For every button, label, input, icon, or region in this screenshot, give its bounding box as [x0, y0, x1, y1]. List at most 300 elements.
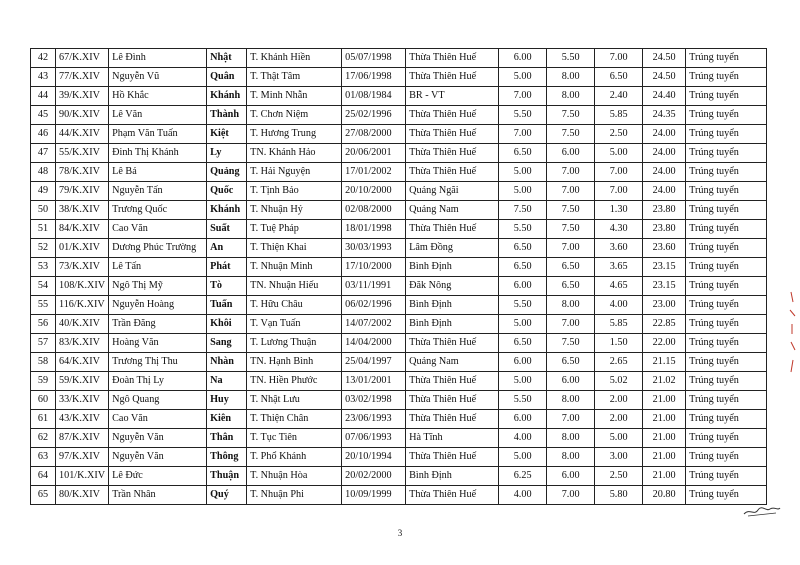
table-row: [31, 410, 767, 429]
total-score-cell: 21.00: [643, 429, 686, 448]
hometown-cell: Bình Định: [406, 296, 499, 315]
total-score-cell: 22.85: [643, 315, 686, 334]
total-score-cell: 24.00: [643, 144, 686, 163]
result-cell: Trúng tuyển: [686, 163, 767, 182]
result-cell: Trúng tuyển: [686, 201, 767, 220]
hometown-cell: Thừa Thiên Huế: [406, 106, 499, 125]
surname-middle-cell: Lê Đức: [109, 467, 207, 486]
row-number-cell: 59: [31, 372, 56, 391]
result-cell: Trúng tuyển: [686, 144, 767, 163]
birth-date-cell: 30/03/1993: [342, 239, 406, 258]
row-number-cell: 42: [31, 49, 56, 68]
dharma-name-cell: T. Hương Trung: [247, 125, 342, 144]
score-2-cell: 7.00: [547, 315, 595, 334]
hometown-cell: Thừa Thiên Huế: [406, 391, 499, 410]
score-2-cell: 7.50: [547, 220, 595, 239]
score-2-cell: 6.00: [547, 372, 595, 391]
table-row: [31, 49, 767, 68]
birth-date-cell: 02/08/2000: [342, 201, 406, 220]
score-3-cell: 5.00: [595, 144, 643, 163]
total-score-cell: 21.00: [643, 410, 686, 429]
dharma-name-cell: TN. Hạnh Bình: [247, 353, 342, 372]
score-1-cell: 5.00: [499, 315, 547, 334]
dharma-name-cell: T. Tịnh Bảo: [247, 182, 342, 201]
row-number-cell: 64: [31, 467, 56, 486]
candidate-code-cell: 73/K.XIV: [56, 258, 109, 277]
row-number-cell: 61: [31, 410, 56, 429]
table-row: [31, 220, 767, 239]
surname-middle-cell: Nguyễn Văn: [109, 429, 207, 448]
score-2-cell: 6.50: [547, 258, 595, 277]
score-1-cell: 6.00: [499, 277, 547, 296]
surname-middle-cell: Ngô Quang: [109, 391, 207, 410]
given-name-cell: Khôi: [207, 315, 247, 334]
results-table-body: [31, 49, 767, 505]
score-2-cell: 7.50: [547, 201, 595, 220]
given-name-cell: Quảng: [207, 163, 247, 182]
score-3-cell: 1.30: [595, 201, 643, 220]
surname-middle-cell: Đoàn Thị Ly: [109, 372, 207, 391]
given-name-cell: Khánh: [207, 87, 247, 106]
dharma-name-cell: TN. Nhuận Hiếu: [247, 277, 342, 296]
row-number-cell: 44: [31, 87, 56, 106]
given-name-cell: An: [207, 239, 247, 258]
surname-middle-cell: Lê Văn: [109, 106, 207, 125]
candidate-code-cell: 38/K.XIV: [56, 201, 109, 220]
birth-date-cell: 14/04/2000: [342, 334, 406, 353]
dharma-name-cell: T. Phổ Khánh: [247, 448, 342, 467]
total-score-cell: 21.15: [643, 353, 686, 372]
given-name-cell: Tuấn: [207, 296, 247, 315]
birth-date-cell: 13/01/2001: [342, 372, 406, 391]
result-cell: Trúng tuyển: [686, 258, 767, 277]
surname-middle-cell: Trần Nhân: [109, 486, 207, 505]
row-number-cell: 47: [31, 144, 56, 163]
hometown-cell: Quảng Nam: [406, 353, 499, 372]
total-score-cell: 23.00: [643, 296, 686, 315]
birth-date-cell: 23/06/1993: [342, 410, 406, 429]
candidate-code-cell: 40/K.XIV: [56, 315, 109, 334]
surname-middle-cell: Nguyễn Vũ: [109, 68, 207, 87]
surname-middle-cell: Trương Thị Thu: [109, 353, 207, 372]
table-row: [31, 182, 767, 201]
candidate-code-cell: 108/K.XIV: [56, 277, 109, 296]
birth-date-cell: 25/04/1997: [342, 353, 406, 372]
birth-date-cell: 07/06/1993: [342, 429, 406, 448]
total-score-cell: 24.00: [643, 125, 686, 144]
table-row: [31, 144, 767, 163]
candidate-code-cell: 39/K.XIV: [56, 87, 109, 106]
candidate-code-cell: 97/K.XIV: [56, 448, 109, 467]
score-1-cell: 5.00: [499, 448, 547, 467]
total-score-cell: 22.00: [643, 334, 686, 353]
given-name-cell: Thân: [207, 429, 247, 448]
surname-middle-cell: Lê Đình: [109, 49, 207, 68]
dharma-name-cell: T. Nhuận Hỷ: [247, 201, 342, 220]
table-row: [31, 467, 767, 486]
result-cell: Trúng tuyển: [686, 372, 767, 391]
score-2-cell: 7.00: [547, 239, 595, 258]
candidate-code-cell: 55/K.XIV: [56, 144, 109, 163]
table-row: [31, 277, 767, 296]
hometown-cell: BR - VT: [406, 87, 499, 106]
birth-date-cell: 01/08/1984: [342, 87, 406, 106]
score-1-cell: 6.50: [499, 144, 547, 163]
dharma-name-cell: T. Thiện Chân: [247, 410, 342, 429]
candidate-code-cell: 77/K.XIV: [56, 68, 109, 87]
row-number-cell: 55: [31, 296, 56, 315]
row-number-cell: 63: [31, 448, 56, 467]
dharma-name-cell: T. Tuệ Pháp: [247, 220, 342, 239]
total-score-cell: 23.15: [643, 258, 686, 277]
score-1-cell: 6.50: [499, 334, 547, 353]
given-name-cell: Phát: [207, 258, 247, 277]
surname-middle-cell: Phạm Văn Tuấn: [109, 125, 207, 144]
hometown-cell: Đăk Nông: [406, 277, 499, 296]
hometown-cell: Thừa Thiên Huế: [406, 144, 499, 163]
table-row: [31, 201, 767, 220]
score-1-cell: 5.00: [499, 372, 547, 391]
given-name-cell: Nhàn: [207, 353, 247, 372]
surname-middle-cell: Trần Đăng: [109, 315, 207, 334]
score-3-cell: 6.50: [595, 68, 643, 87]
birth-date-cell: 27/08/2000: [342, 125, 406, 144]
table-row: [31, 106, 767, 125]
score-1-cell: 6.00: [499, 410, 547, 429]
total-score-cell: 24.50: [643, 68, 686, 87]
candidate-code-cell: 43/K.XIV: [56, 410, 109, 429]
result-cell: Trúng tuyển: [686, 353, 767, 372]
birth-date-cell: 03/11/1991: [342, 277, 406, 296]
hometown-cell: Thừa Thiên Huế: [406, 334, 499, 353]
row-number-cell: 56: [31, 315, 56, 334]
score-3-cell: 2.65: [595, 353, 643, 372]
score-1-cell: 6.25: [499, 467, 547, 486]
given-name-cell: Ly: [207, 144, 247, 163]
birth-date-cell: 20/10/2000: [342, 182, 406, 201]
table-row: [31, 429, 767, 448]
dharma-name-cell: T. Minh Nhẫn: [247, 87, 342, 106]
row-number-cell: 54: [31, 277, 56, 296]
row-number-cell: 49: [31, 182, 56, 201]
total-score-cell: 24.40: [643, 87, 686, 106]
score-3-cell: 5.80: [595, 486, 643, 505]
result-cell: Trúng tuyển: [686, 391, 767, 410]
score-3-cell: 7.00: [595, 163, 643, 182]
table-row: [31, 239, 767, 258]
score-2-cell: 6.00: [547, 144, 595, 163]
row-number-cell: 43: [31, 68, 56, 87]
hometown-cell: Thừa Thiên Huế: [406, 372, 499, 391]
birth-date-cell: 20/02/2000: [342, 467, 406, 486]
score-1-cell: 7.50: [499, 201, 547, 220]
surname-middle-cell: Nguyễn Văn: [109, 448, 207, 467]
given-name-cell: Thông: [207, 448, 247, 467]
table-row: [31, 125, 767, 144]
surname-middle-cell: Cao Văn: [109, 410, 207, 429]
surname-middle-cell: Đinh Thị Khánh: [109, 144, 207, 163]
dharma-name-cell: TN. Hiền Phước: [247, 372, 342, 391]
candidate-code-cell: 67/K.XIV: [56, 49, 109, 68]
signature-mark: [742, 500, 782, 520]
score-2-cell: 8.00: [547, 429, 595, 448]
birth-date-cell: 14/07/2002: [342, 315, 406, 334]
given-name-cell: Kiên: [207, 410, 247, 429]
row-number-cell: 65: [31, 486, 56, 505]
total-score-cell: 24.50: [643, 49, 686, 68]
row-number-cell: 45: [31, 106, 56, 125]
given-name-cell: Quân: [207, 68, 247, 87]
row-number-cell: 50: [31, 201, 56, 220]
result-cell: Trúng tuyển: [686, 486, 767, 505]
result-cell: Trúng tuyển: [686, 239, 767, 258]
birth-date-cell: 05/07/1998: [342, 49, 406, 68]
birth-date-cell: 20/10/1994: [342, 448, 406, 467]
results-table: [30, 48, 767, 505]
score-3-cell: 4.00: [595, 296, 643, 315]
score-3-cell: 1.50: [595, 334, 643, 353]
score-1-cell: 5.50: [499, 296, 547, 315]
score-3-cell: 7.00: [595, 182, 643, 201]
birth-date-cell: 17/10/2000: [342, 258, 406, 277]
dharma-name-cell: T. Thật Tâm: [247, 68, 342, 87]
birth-date-cell: 10/09/1999: [342, 486, 406, 505]
birth-date-cell: 03/02/1998: [342, 391, 406, 410]
edge-stamp-mark: [787, 290, 799, 380]
result-cell: Trúng tuyển: [686, 410, 767, 429]
surname-middle-cell: Lê Bá: [109, 163, 207, 182]
birth-date-cell: 17/06/1998: [342, 68, 406, 87]
table-row: [31, 315, 767, 334]
result-cell: Trúng tuyển: [686, 277, 767, 296]
score-2-cell: 7.50: [547, 106, 595, 125]
candidate-code-cell: 01/K.XIV: [56, 239, 109, 258]
given-name-cell: Thành: [207, 106, 247, 125]
candidate-code-cell: 59/K.XIV: [56, 372, 109, 391]
score-2-cell: 7.50: [547, 125, 595, 144]
given-name-cell: Quý: [207, 486, 247, 505]
surname-middle-cell: Hoàng Văn: [109, 334, 207, 353]
row-number-cell: 58: [31, 353, 56, 372]
result-cell: Trúng tuyển: [686, 49, 767, 68]
surname-middle-cell: Nguyễn Hoàng: [109, 296, 207, 315]
score-1-cell: 5.00: [499, 68, 547, 87]
total-score-cell: 24.35: [643, 106, 686, 125]
given-name-cell: Huy: [207, 391, 247, 410]
hometown-cell: Quảng Nam: [406, 201, 499, 220]
score-1-cell: 4.00: [499, 486, 547, 505]
birth-date-cell: 20/06/2001: [342, 144, 406, 163]
given-name-cell: Sang: [207, 334, 247, 353]
total-score-cell: 21.00: [643, 467, 686, 486]
total-score-cell: 23.60: [643, 239, 686, 258]
hometown-cell: Bình Định: [406, 315, 499, 334]
result-cell: Trúng tuyển: [686, 448, 767, 467]
score-1-cell: 6.00: [499, 49, 547, 68]
table-row: [31, 372, 767, 391]
result-cell: Trúng tuyển: [686, 467, 767, 486]
candidate-code-cell: 90/K.XIV: [56, 106, 109, 125]
given-name-cell: Na: [207, 372, 247, 391]
given-name-cell: Kiệt: [207, 125, 247, 144]
given-name-cell: Quốc: [207, 182, 247, 201]
hometown-cell: Bình Định: [406, 258, 499, 277]
result-cell: Trúng tuyển: [686, 220, 767, 239]
score-3-cell: 3.60: [595, 239, 643, 258]
score-2-cell: 8.00: [547, 391, 595, 410]
result-cell: Trúng tuyển: [686, 296, 767, 315]
total-score-cell: 24.00: [643, 163, 686, 182]
table-row: [31, 296, 767, 315]
hometown-cell: Thừa Thiên Huế: [406, 486, 499, 505]
hometown-cell: Thừa Thiên Huế: [406, 163, 499, 182]
score-2-cell: 6.00: [547, 467, 595, 486]
surname-middle-cell: Trương Quốc: [109, 201, 207, 220]
given-name-cell: Tò: [207, 277, 247, 296]
dharma-name-cell: T. Khánh Hiền: [247, 49, 342, 68]
result-cell: Trúng tuyển: [686, 182, 767, 201]
score-2-cell: 7.00: [547, 182, 595, 201]
score-1-cell: 5.50: [499, 391, 547, 410]
dharma-name-cell: T. Nhuận Minh: [247, 258, 342, 277]
hometown-cell: Quảng Ngãi: [406, 182, 499, 201]
score-2-cell: 8.00: [547, 296, 595, 315]
candidate-code-cell: 80/K.XIV: [56, 486, 109, 505]
score-3-cell: 2.50: [595, 125, 643, 144]
score-1-cell: 5.00: [499, 182, 547, 201]
hometown-cell: Thừa Thiên Huế: [406, 49, 499, 68]
total-score-cell: 24.00: [643, 182, 686, 201]
dharma-name-cell: T. Nhật Lưu: [247, 391, 342, 410]
score-1-cell: 7.00: [499, 125, 547, 144]
surname-middle-cell: Ngô Thị Mỹ: [109, 277, 207, 296]
table-row: [31, 258, 767, 277]
score-1-cell: 6.50: [499, 258, 547, 277]
score-3-cell: 2.40: [595, 87, 643, 106]
table-row: [31, 391, 767, 410]
birth-date-cell: 25/02/1996: [342, 106, 406, 125]
score-3-cell: 7.00: [595, 49, 643, 68]
score-3-cell: 4.65: [595, 277, 643, 296]
score-3-cell: 2.00: [595, 410, 643, 429]
surname-middle-cell: Nguyễn Tấn: [109, 182, 207, 201]
score-3-cell: 5.85: [595, 106, 643, 125]
result-cell: Trúng tuyển: [686, 87, 767, 106]
birth-date-cell: 06/02/1996: [342, 296, 406, 315]
dharma-name-cell: TN. Khánh Hảo: [247, 144, 342, 163]
dharma-name-cell: T. Hữu Châu: [247, 296, 342, 315]
score-1-cell: 5.50: [499, 106, 547, 125]
hometown-cell: Bình Định: [406, 467, 499, 486]
result-cell: Trúng tuyển: [686, 315, 767, 334]
score-2-cell: 7.00: [547, 163, 595, 182]
total-score-cell: 23.15: [643, 277, 686, 296]
hometown-cell: Thừa Thiên Huế: [406, 220, 499, 239]
table-row: [31, 87, 767, 106]
candidate-code-cell: 78/K.XIV: [56, 163, 109, 182]
score-3-cell: 3.65: [595, 258, 643, 277]
score-1-cell: 5.00: [499, 163, 547, 182]
candidate-code-cell: 83/K.XIV: [56, 334, 109, 353]
score-1-cell: 6.00: [499, 353, 547, 372]
result-cell: Trúng tuyển: [686, 106, 767, 125]
score-2-cell: 6.50: [547, 277, 595, 296]
candidate-code-cell: 79/K.XIV: [56, 182, 109, 201]
hometown-cell: Thừa Thiên Huế: [406, 448, 499, 467]
score-2-cell: 8.00: [547, 448, 595, 467]
score-3-cell: 5.00: [595, 429, 643, 448]
table-row: [31, 334, 767, 353]
score-1-cell: 6.50: [499, 239, 547, 258]
candidate-code-cell: 87/K.XIV: [56, 429, 109, 448]
score-2-cell: 7.50: [547, 334, 595, 353]
result-cell: Trúng tuyển: [686, 68, 767, 87]
total-score-cell: 21.00: [643, 391, 686, 410]
row-number-cell: 60: [31, 391, 56, 410]
table-row: [31, 448, 767, 467]
total-score-cell: 21.02: [643, 372, 686, 391]
table-row: [31, 163, 767, 182]
score-2-cell: 8.00: [547, 68, 595, 87]
hometown-cell: Thừa Thiên Huế: [406, 68, 499, 87]
given-name-cell: Suất: [207, 220, 247, 239]
candidate-code-cell: 101/K.XIV: [56, 467, 109, 486]
total-score-cell: 23.80: [643, 201, 686, 220]
candidate-code-cell: 84/K.XIV: [56, 220, 109, 239]
table-row: [31, 68, 767, 87]
score-3-cell: 3.00: [595, 448, 643, 467]
dharma-name-cell: T. Tục Tiên: [247, 429, 342, 448]
given-name-cell: Khánh: [207, 201, 247, 220]
given-name-cell: Thuận: [207, 467, 247, 486]
score-2-cell: 7.00: [547, 410, 595, 429]
dharma-name-cell: T. Nhuận Hòa: [247, 467, 342, 486]
table-row: [31, 486, 767, 505]
row-number-cell: 46: [31, 125, 56, 144]
score-2-cell: 6.50: [547, 353, 595, 372]
hometown-cell: Thừa Thiên Huế: [406, 410, 499, 429]
row-number-cell: 51: [31, 220, 56, 239]
dharma-name-cell: T. Lương Thuận: [247, 334, 342, 353]
candidate-code-cell: 116/K.XIV: [56, 296, 109, 315]
row-number-cell: 62: [31, 429, 56, 448]
surname-middle-cell: Hồ Khắc: [109, 87, 207, 106]
row-number-cell: 57: [31, 334, 56, 353]
total-score-cell: 23.80: [643, 220, 686, 239]
row-number-cell: 53: [31, 258, 56, 277]
candidate-code-cell: 44/K.XIV: [56, 125, 109, 144]
total-score-cell: 21.00: [643, 448, 686, 467]
candidate-code-cell: 33/K.XIV: [56, 391, 109, 410]
dharma-name-cell: T. Vạn Tuấn: [247, 315, 342, 334]
score-1-cell: 7.00: [499, 87, 547, 106]
dharma-name-cell: T. Thiện Khai: [247, 239, 342, 258]
result-cell: Trúng tuyển: [686, 334, 767, 353]
table-row: [31, 353, 767, 372]
score-1-cell: 4.00: [499, 429, 547, 448]
score-3-cell: 2.00: [595, 391, 643, 410]
birth-date-cell: 18/01/1998: [342, 220, 406, 239]
dharma-name-cell: T. Nhuận Phi: [247, 486, 342, 505]
dharma-name-cell: T. Hải Nguyện: [247, 163, 342, 182]
score-3-cell: 4.30: [595, 220, 643, 239]
score-2-cell: 5.50: [547, 49, 595, 68]
score-3-cell: 5.85: [595, 315, 643, 334]
result-cell: Trúng tuyển: [686, 429, 767, 448]
surname-middle-cell: Lê Tấn: [109, 258, 207, 277]
hometown-cell: Thừa Thiên Huế: [406, 125, 499, 144]
score-3-cell: 2.50: [595, 467, 643, 486]
